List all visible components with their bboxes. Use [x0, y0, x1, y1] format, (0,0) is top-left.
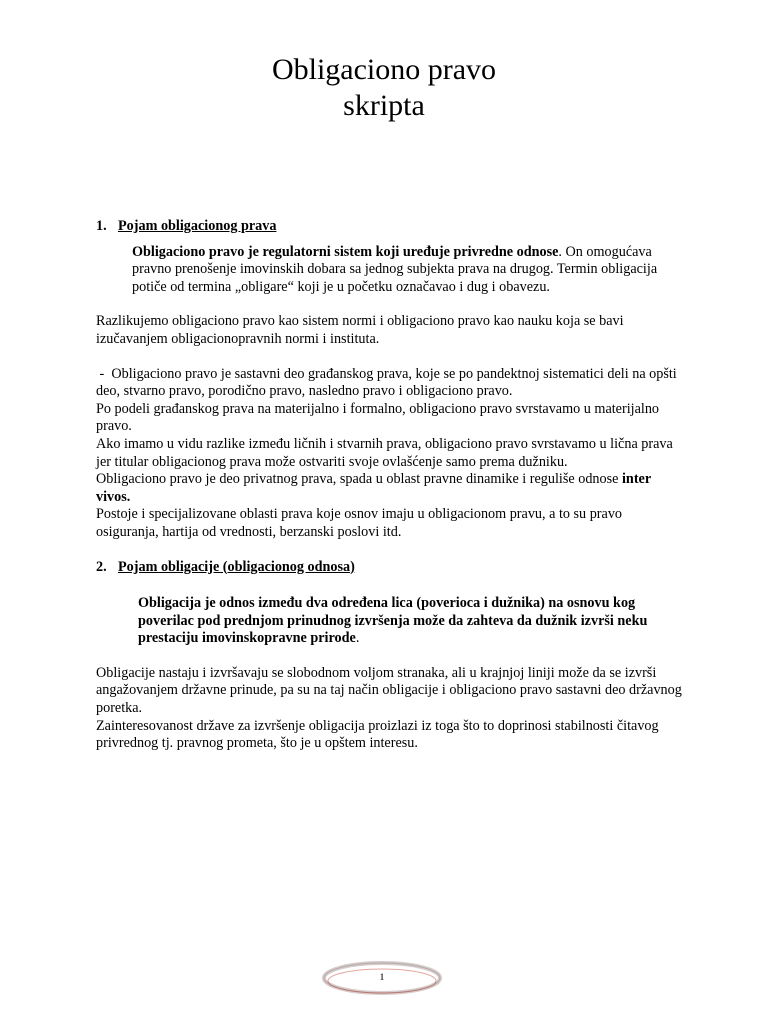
section-1-paragraph-3: - Obligaciono pravo je sastavni deo građanskog prava, koje se po pandektnoj sistematici deli na opšti deo, stvarno pravo, porodično pravo, nasledno pravo i obligaciono pravo. — [96, 365, 681, 400]
section-1-number: 1. — [96, 218, 107, 234]
section-1-heading — [96, 218, 686, 236]
section-1-paragraph-6 — [96, 471, 686, 506]
section-1-paragraph-4: Po podeli građanskog prava na materijalno i formalno, obligaciono pravo svrstavamo u materijalno pravo. — [96, 400, 660, 435]
section-1-paragraph-6-bold: inter vivos. — [96, 471, 651, 505]
section-2-title: Pojam obligacije (obligacionog odnosa) — [118, 558, 355, 575]
document-title — [0, 52, 768, 124]
page-number-badge — [321, 958, 443, 998]
section-2-heading — [96, 559, 686, 577]
section-1-title: Pojam obligacionog prava — [118, 218, 277, 234]
page-number: 1 — [379, 972, 385, 982]
section-1-lead-rest: . On omogućava pravno prenošenje imovinskih dobara sa jednog subjekta prava na drugog. Termin obligacija potiče od termina „obligare“ koji je u početku označavao i dug i obavezu. — [132, 243, 658, 295]
section-1-paragraph-7: Postoje i specijalizovane oblasti prava koje osnov imaju u obligacionom pravu, a to su pravo osiguranja, hartija od vrednosti, berzanski poslovi itd. — [96, 506, 623, 540]
section-1-paragraph-5: Ako imamo u vidu razlike između ličnih i stvarnih prava, obligaciono pravo svrstavamo u lična prava jer titular obligacionog prava može ostvariti svoje ovlašćenje samo prema dužniku. — [96, 435, 673, 470]
section-1-lead-bold: Obligaciono pravo je regulatorni sistem koji uređuje privredne odnose — [132, 243, 559, 260]
page-ring-icon — [321, 958, 443, 998]
section-2-paragraph-2: Obligacije nastaju i izvršavaju se slobodnom voljom stranaka, ali u krajnjoj liniji može da se izvrši angažovanjem državne prinude, pa su na taj način obligacije i obligaciono pravo sastavni deo državnog poretka. — [96, 664, 682, 717]
section-2-paragraph-3: Zainteresovanost države za izvršenje obligacija proizlazi iz toga što to doprinosi stabilnosti čitavog privrednog tj. pravnog prometa, što je u opštem interesu. — [96, 717, 659, 752]
title-line-1: Obligaciono pravo — [271, 53, 497, 86]
section-1-lead-paragraph — [96, 244, 686, 297]
section-1-paragraph-2: Razlikujemo obligaciono pravo kao sistem normi i obligaciono pravo kao nauku koja se bavi izučavanjem obligacionopravnih normi i instituta. — [96, 313, 624, 347]
section-2-lead-paragraph — [96, 595, 686, 648]
section-1-paragraph-6-text: Obligaciono pravo je deo privatnog prava, spada u oblast pravne dinamike i reguliše odnose — [96, 471, 622, 488]
title-line-2: skripta — [343, 89, 425, 122]
section-2-number: 2. — [96, 558, 107, 575]
section-2-lead-bold: Obligacija je odnos između dva određena lica (poverioca i dužnika) na osnovu kog poverilac pod prednjom prinudnog izvršenja može da zahteva da dužnik izvrši neku prestaciju imovinskopravne prirode — [138, 595, 648, 647]
section-2-lead-rest: . — [355, 630, 360, 647]
document-body — [96, 218, 686, 753]
